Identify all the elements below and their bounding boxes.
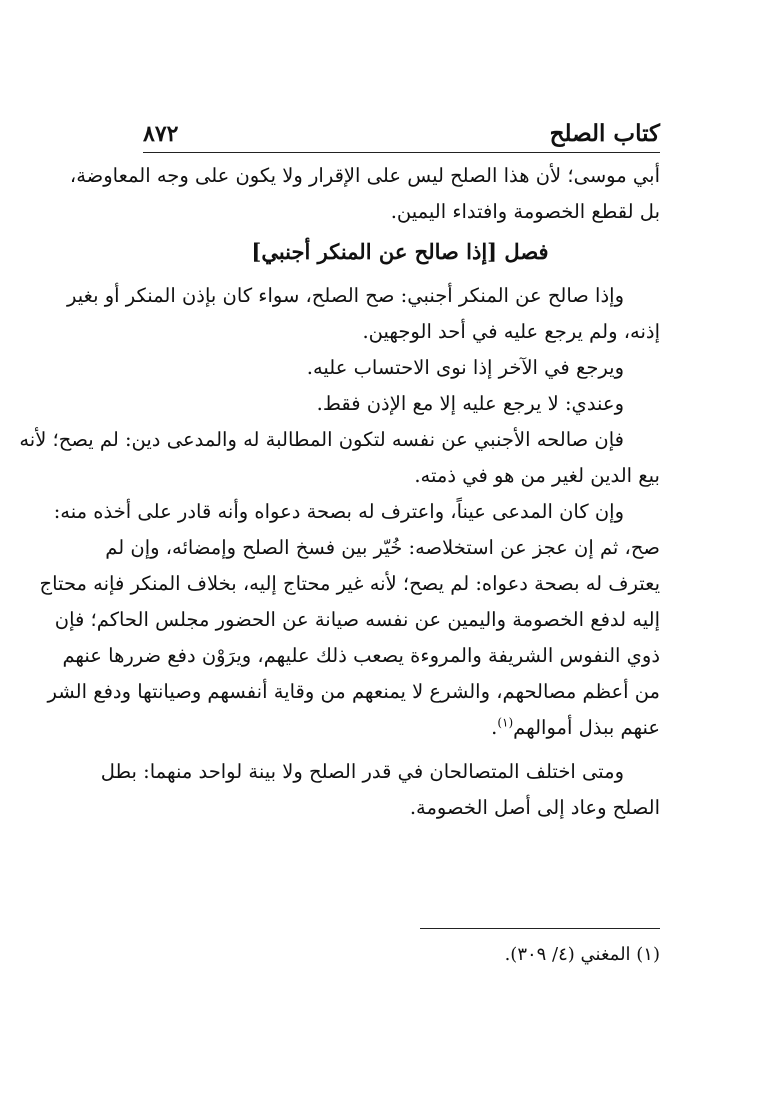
running-header [143,118,660,153]
header-title: كتاب الصلح [549,120,660,147]
page-number: ٨٧٢ [143,121,179,147]
text-line: وإن كان المدعى عيناً، واعترف له بصحة دعواه وأنه قادر على أخذه منه: [53,500,624,523]
text-line: يعترف له بصحة دعواه: لم يصح؛ لأنه غير محتاج إليه، بخلاف المنكر فإنه محتاج [39,572,660,595]
footnote-separator [420,928,660,929]
text-line: ومتى اختلف المتصالحان في قدر الصلح ولا بينة لواحد منهما: بطل [100,760,624,783]
text-line: صح، ثم إن عجز عن استخلاصه: خُيّر بين فسخ الصلح وإمضائه، وإن لم [105,536,660,559]
footnote: (١) المغني (٤/ ٣٠٩). [504,944,660,965]
text-line: بل لقطع الخصومة وافتداء اليمين. [390,200,660,223]
text-line [140,710,660,746]
text-line: فإن صالحه الأجنبي عن نفسه لتكون المطالبة له والمدعى دين: لم يصح؛ لأنه [19,428,624,451]
main-text [19,158,660,826]
text-line: وإذا صالح عن المنكر أجنبي: صح الصلح، سواء كان بإذن المنكر أو بغير [67,284,624,307]
text-line: إذنه، ولم يرجع عليه في أحد الوجهين. [362,320,660,343]
text-fragment: . [491,716,498,739]
footnote-marker[interactable]: (١) [497,715,514,730]
text-line: وعندي: لا يرجع عليه إلا مع الإذن فقط. [316,392,624,415]
text-line: من أعظم مصالحهم، والشرع لا يمنعهم من وقاية أنفسهم وصيانتها ودفع الشر [47,680,660,703]
text-line: أبي موسى؛ لأن هذا الصلح ليس على الإقرار ولا يكون على وجه المعاوضة، [69,164,660,187]
paragraph-gap [140,746,660,754]
text-line: ويرجع في الآخر إذا نوى الاحتساب عليه. [306,356,624,379]
text-line: ذوي النفوس الشريفة والمروءة يصعب ذلك عليهم، ويرَوْن دفع ضررها عنهم [62,644,660,667]
text-line: الصلح وعاد إلى أصل الخصومة. [409,796,660,819]
text-line: بيع الدين لغير من هو في ذمته. [414,464,660,487]
text-line: إليه لدفع الخصومة واليمين عن نفسه صيانة عن الحضور مجلس الحاكم؛ فإن [54,608,660,631]
text-fragment: عنهم ببذل أموالهم [513,716,660,739]
section-heading: فصل [إذا صالح عن المنكر أجنبي] [251,239,549,264]
